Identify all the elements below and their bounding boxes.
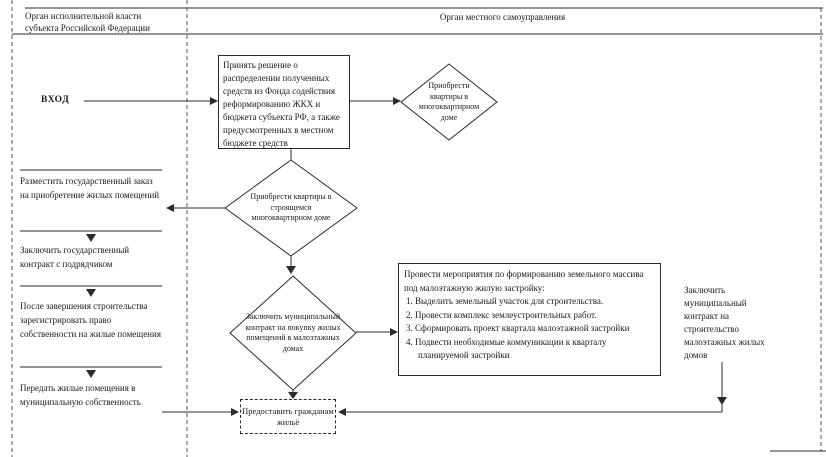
land-activities-title: Провести мероприятия по формированию земельного массива под малоэтажную жилую застройку: <box>404 269 644 293</box>
contract-to-land-arrowhead-icon <box>390 328 398 336</box>
step-register-ownership: После завершения строительства зарегистрировать право собственности на жилые помещения <box>20 301 161 339</box>
buy-apartments-label: Приобрести квартиры в многоквартирном доме <box>418 81 480 122</box>
construction-to-order-arrowhead-icon <box>166 204 174 212</box>
provide-left-arrowhead-icon <box>338 408 346 416</box>
transfer-to-provide-arrowhead-icon <box>231 408 239 416</box>
entry-arrowhead-icon <box>210 97 218 105</box>
land-activity-item-4: 4. Подвести необходимые коммуникации к кварталу планируемой застройки <box>406 336 607 360</box>
land-activity-item-3: 3. Сформировать проект квартала малоэтажной застройки <box>406 323 630 333</box>
contract-to-provide-arrowhead-icon <box>288 392 298 399</box>
left-column-header: Орган исполнительной власти субъекта Российской Федерации <box>25 11 150 33</box>
land-activities-box <box>398 263 661 376</box>
step-down-arrow-icon-3 <box>86 370 96 378</box>
contract-down-arrowhead-icon <box>717 397 727 405</box>
step-down-arrow-icon-1 <box>86 234 96 242</box>
entry-label: ВХОД <box>41 95 70 105</box>
step-down-arrow-icon-2 <box>86 289 96 297</box>
provide-housing-box <box>240 399 336 434</box>
step-transfer-housing: Передать жилые помещения в муниципальную собственность <box>20 383 141 407</box>
land-activity-item-2: 2. Провести комплекс землеустроительных работ. <box>406 309 597 320</box>
allocate-funds-box <box>218 55 350 149</box>
buy-construction-label: Приобрести квартиры в строящемся многоквартирном доме <box>250 192 332 223</box>
construction-contract-text: Заключить муниципальный контракт на строительство малоэтажных жилых домов <box>684 285 765 360</box>
right-column-header: Орган местного самоуправления <box>439 12 566 22</box>
allocate-funds-text: Принять решение о распределении полученных средств из Фонда содействия реформированию ЖКХ и бюджета субъекта РФ, а также предусмотренных в местном бюджете средств <box>223 60 340 148</box>
land-activity-item-1: 1. Выделить земельный участок для строительства. <box>406 296 604 306</box>
purchase-contract-label: Заключить муниципальный контракт на покупку жилых помещений в малоэтажных домах <box>245 312 341 353</box>
step-sign-contract: Заключить государственный контракт с подрядчиком <box>20 245 130 269</box>
step-place-order: Разместить государственный заказ на приобретение жилых помещений <box>20 176 160 200</box>
provide-housing-text: Предоставить гражданам жильё <box>242 405 334 427</box>
construction-to-contract-arrowhead-icon <box>286 266 296 274</box>
allocate-to-buy-arrowhead-icon <box>393 97 401 105</box>
